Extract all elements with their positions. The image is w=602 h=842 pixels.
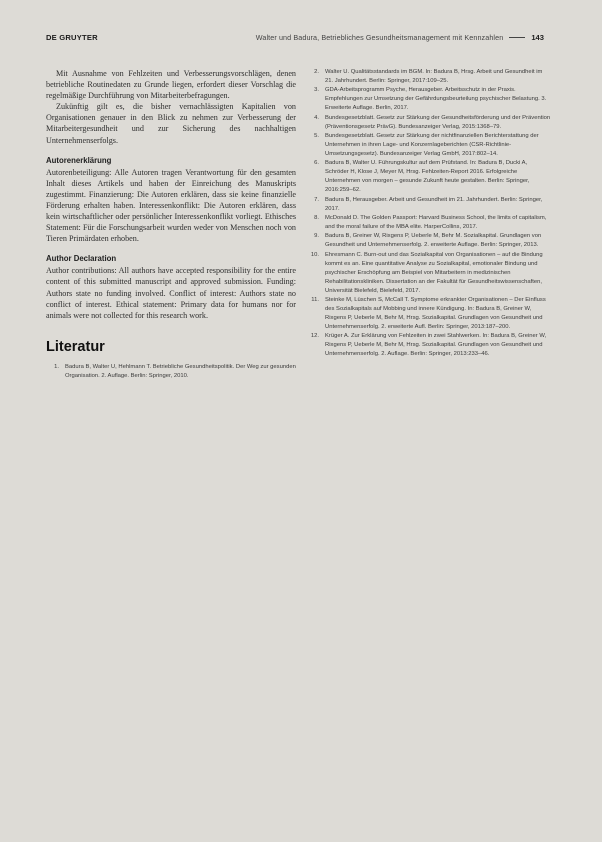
reference-text: Badura B, Walter U. Führungskultur auf dem Prüfstand. In: Badura B, Ducki A, Schröder H, Klose J, Meyer M, Hrsg. Fehlzeiten-Report 2016. Erfolgreiche Unternehmen von morgen – gesunde Zukunft heute gestalten. Berlin: Springer, 2016:259–62. [325,160,530,194]
running-title: Walter und Badura, Betriebliches Gesundheitsmanagement mit Kennzahlen [255,32,504,42]
reference-item [306,251,552,296]
reference-number: 2. [314,69,319,75]
reference-text: Badura B, Greiner W, Rixgens P, Ueberle M, Behr M. Sozialkapital. Grundlagen von Gesundheit und Unternehmenserfolg. 2. erweiterte Auflage. Berlin: Springer, 2013. [325,233,542,249]
section-heading-autorenerklaerung: Autorenerklärung [46,155,112,165]
autorenerklaerung-text: Autorenbeteiligung: Alle Autoren tragen Verantwortung für den gesamten Inhalt dieses Artikels und haben der Einreichung des Manuskripts zugestimmt. Finanzierung: Die Autoren erklären, dass sie keine finanzielle Förderung erhalten haben. Interessenkonflikt: Die Autoren erklären, dass kein wirtschaftlicher oder persönlicher Interessenkonflikt vorliegt. Ethisches Statement: Für die Forschungsarbeit wurden weder von Menschen noch von Tieren Primärdaten erhoben. [46,167,296,244]
reference-text: Badura B, Herausgeber. Arbeit und Gesundheit im 21. Jahrhundert. Berlin: Springer, 2017. [325,196,543,212]
right-column [306,68,552,360]
reference-text: Krüger A. Zur Erklärung von Fehlzeiten in zwei Stahlwerken. In: Badura B, Greiner W, Rixgens P, Ueberle M, Behr M, Hrsg. Sozialkapital. Grundlagen von Gesundheit und Unternehmenserfolg. 2. Auflage. Berlin: Springer, 2013:233–46. [325,333,547,358]
reference-number: 12. [310,333,319,340]
reference-number: 5. [314,133,319,140]
body-paragraph: Zukünftig gilt es, die bisher vernachlässigten Kapitalien von Organisationen genauer in den Blick zu nehmen zur Verbesserung der Mitarbeitergesundheit und zur Sicherung des nachhaltigen Unternehmenserfolgs. [46,102,296,145]
publisher-logo: DE GRUYTER [46,32,98,42]
reference-item [306,332,552,359]
reference-number: 3. [314,87,319,94]
page-number: 143 [531,32,544,42]
reference-number: 10. [310,251,319,258]
reference-number: 4. [314,114,319,121]
reference-text: GDA-Arbeitsprogramm Psyche, Herausgeber. Arbeitsschutz in der Praxis. Empfehlungen zur Umsetzung der Gefährdungsbeurteilung psychischer Belastung. 3. Erweiterte Auflage. Berlin, 2017. [325,87,547,112]
section-heading-author-declaration: Author Declaration [46,254,117,264]
reference-number: 8. [314,215,319,222]
reference-item [306,214,552,232]
reference-text: McDonald D. The Golden Passport: Harvard Business School, the limits of capitalism, and the moral failure of the MBA elite. HarperCollins, 2017. [325,215,547,230]
header-rule [509,37,525,38]
reference-text: Walter U. Qualitätsstandards im BGM. In: Badura B, Hrsg. Arbeit und Gesundheit im 21. Jahrhundert. Berlin: Springer, 2017:109–25. [325,69,543,84]
reference-item [306,196,552,214]
reference-number: 9. [314,233,319,240]
reference-number: 1. [54,363,59,370]
reference-item [46,363,296,381]
reference-text: Ehresmann C. Burn-out und das Sozialkapital von Organisationen – auf die Bindung kommt es an. Eine quantitative Analyse zu Sozialkapital, emotionaler Bindung und psychischer Erschöpfung am Beispiel von Mitarbeitern in medizinischen Rehabilitationskliniken. Dissertation an der Fakultät für Gesundheitswissenschaften, Universität Bielefeld, Bielefeld, 2017. [325,251,543,294]
reference-item [306,296,552,332]
author-declaration-text: Author contributions: All authors have accepted responsibility for the entire content of this submitted manuscript and approved submission. Funding: Authors state no funding involved. Conflict of interest: Authors state no conflict of interest. Ethical statement: Primary data for humans nor for animals were not collected for this research work. [46,266,296,320]
reference-item [306,232,552,250]
reference-text: Steinke M, Lüschen S, McCall T. Symptome erkrankter Organisationen – Der Einfluss des Sozialkapitals auf Mobbing und innere Kündigung. In: Badura B, Greiner W, Rixgens P, Ueberle M, Behr M, Hrsg. Sozialkapital. Grundlagen von Gesundheit und Unternehmenserfolg. 2. erweiterte Aufl. Berlin: Springer, 2013:187–200. [325,297,546,330]
section-heading-literatur: Literatur [46,338,105,355]
reference-item [306,68,552,86]
reference-text: Badura B, Walter U, Hehlmann T. Betriebliche Gesundheitspolitik. Der Weg zur gesunden Organisation. 2. Auflage. Berlin: Springer, 2010. [65,363,296,379]
reference-number: 7. [314,196,319,203]
reference-number: 6. [314,160,319,167]
reference-text: Bundesgesetzblatt. Gesetz zur Stärkung der nichtfinanziellen Berichterstattung der Unternehmen in ihren Lage- und Konzernlageberichten (CSR-Richtlinie-Umsetzungsgesetz). Bundesanzeiger Verlag GmbH, 2017:802–14. [325,133,539,157]
left-column [46,68,296,381]
reference-number: 11. [311,297,319,303]
reference-item [306,114,552,132]
body-paragraph: Mit Ausnahme von Fehlzeiten und Verbesserungsvorschlägen, denen betriebliche Routinedaten zu Grunde liegen, erfordert dieser Vorschlag die regelmäßige Durchführung von Mitarbeiterbefragungen. [46,69,296,101]
reference-item [306,86,552,113]
page-header [46,30,544,44]
reference-item [306,159,552,195]
reference-item [306,132,552,159]
reference-text: Bundesgesetzblatt. Gesetz zur Stärkung der Gesundheitsförderung und der Prävention (Präventionsgesetz PrävG). Bundesanzeiger Verlag, 2015:1368–79. [325,114,551,130]
